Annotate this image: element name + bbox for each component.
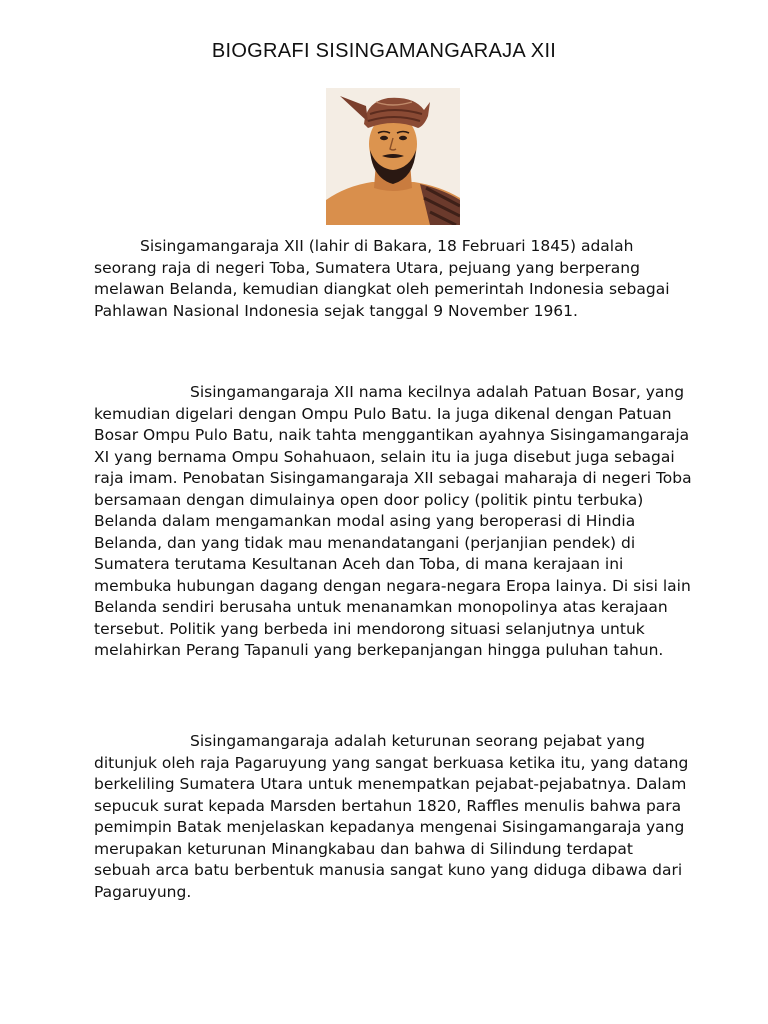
paragraph-lineage: Sisingamangaraja adalah keturunan seorang pejabat yang ditunjuk oleh raja Pagaruyung yang sangat berkuasa ketika itu, yang datang berkeliling Sumatera Utara untuk menempatkan pejabat-pejabatnya. Dalam sepucuk surat kepada Marsden bertahun 1820, Raffles menulis bahwa para pemimpin Batak menjelaskan kepadanya mengenai Sisingamangaraja yang merupakan keturunan Minangkabau dan bahwa di Silindung terdapat sebuah arca batu berbentuk manusia sangat kuno yang diduga dibawa dari Pagaruyung. <box>94 732 689 901</box>
portrait-image <box>326 88 460 225</box>
document-title: BIOGRAFI SISINGAMANGARAJA XII <box>211 40 557 62</box>
paragraph-early-life: Sisingamangaraja XII nama kecilnya adalah Patuan Bosar, yang kemudian digelari dengan Ompu Pulo Batu. Ia juga dikenal dengan Patuan Bosar Ompu Pulo Batu, naik tahta menggantikan ayahnya Sisingamangaraja XI yang bernama Ompu Sohahuaon, selain itu ia juga disebut juga sebagai raja imam. Penobatan Sisingamangaraja XII sebagai maharaja di negeri Toba bersamaan dengan dimulainya open door policy (politik pintu terbuka) Belanda dalam mengamankan modal asing yang beroperasi di Hindia Belanda, dan yang tidak mau menandatangani (perjanjian pendek) di Sumatera terutama Kesultanan Aceh dan Toba, di mana kerajaan ini membuka hubungan dagang dengan negara-negara Eropa lainya. Di sisi lain Belanda sendiri berusaha untuk menanamkan monopolinya atas kerajaan tersebut. Politik yang berbeda ini mendorong situasi selanjutnya untuk melahirkan Perang Tapanuli yang berkepanjangan hingga puluhan tahun. <box>94 383 692 659</box>
paragraph-intro: Sisingamangaraja XII (lahir di Bakara, 18 Februari 1845) adalah seorang raja di negeri Toba, Sumatera Utara, pejuang yang berperang melawan Belanda, kemudian diangkat oleh pemerintah Indonesia sebagai Pahlawan Nasional Indonesia sejak tanggal 9 November 1961. <box>94 237 670 320</box>
portrait-illustration <box>326 88 460 225</box>
